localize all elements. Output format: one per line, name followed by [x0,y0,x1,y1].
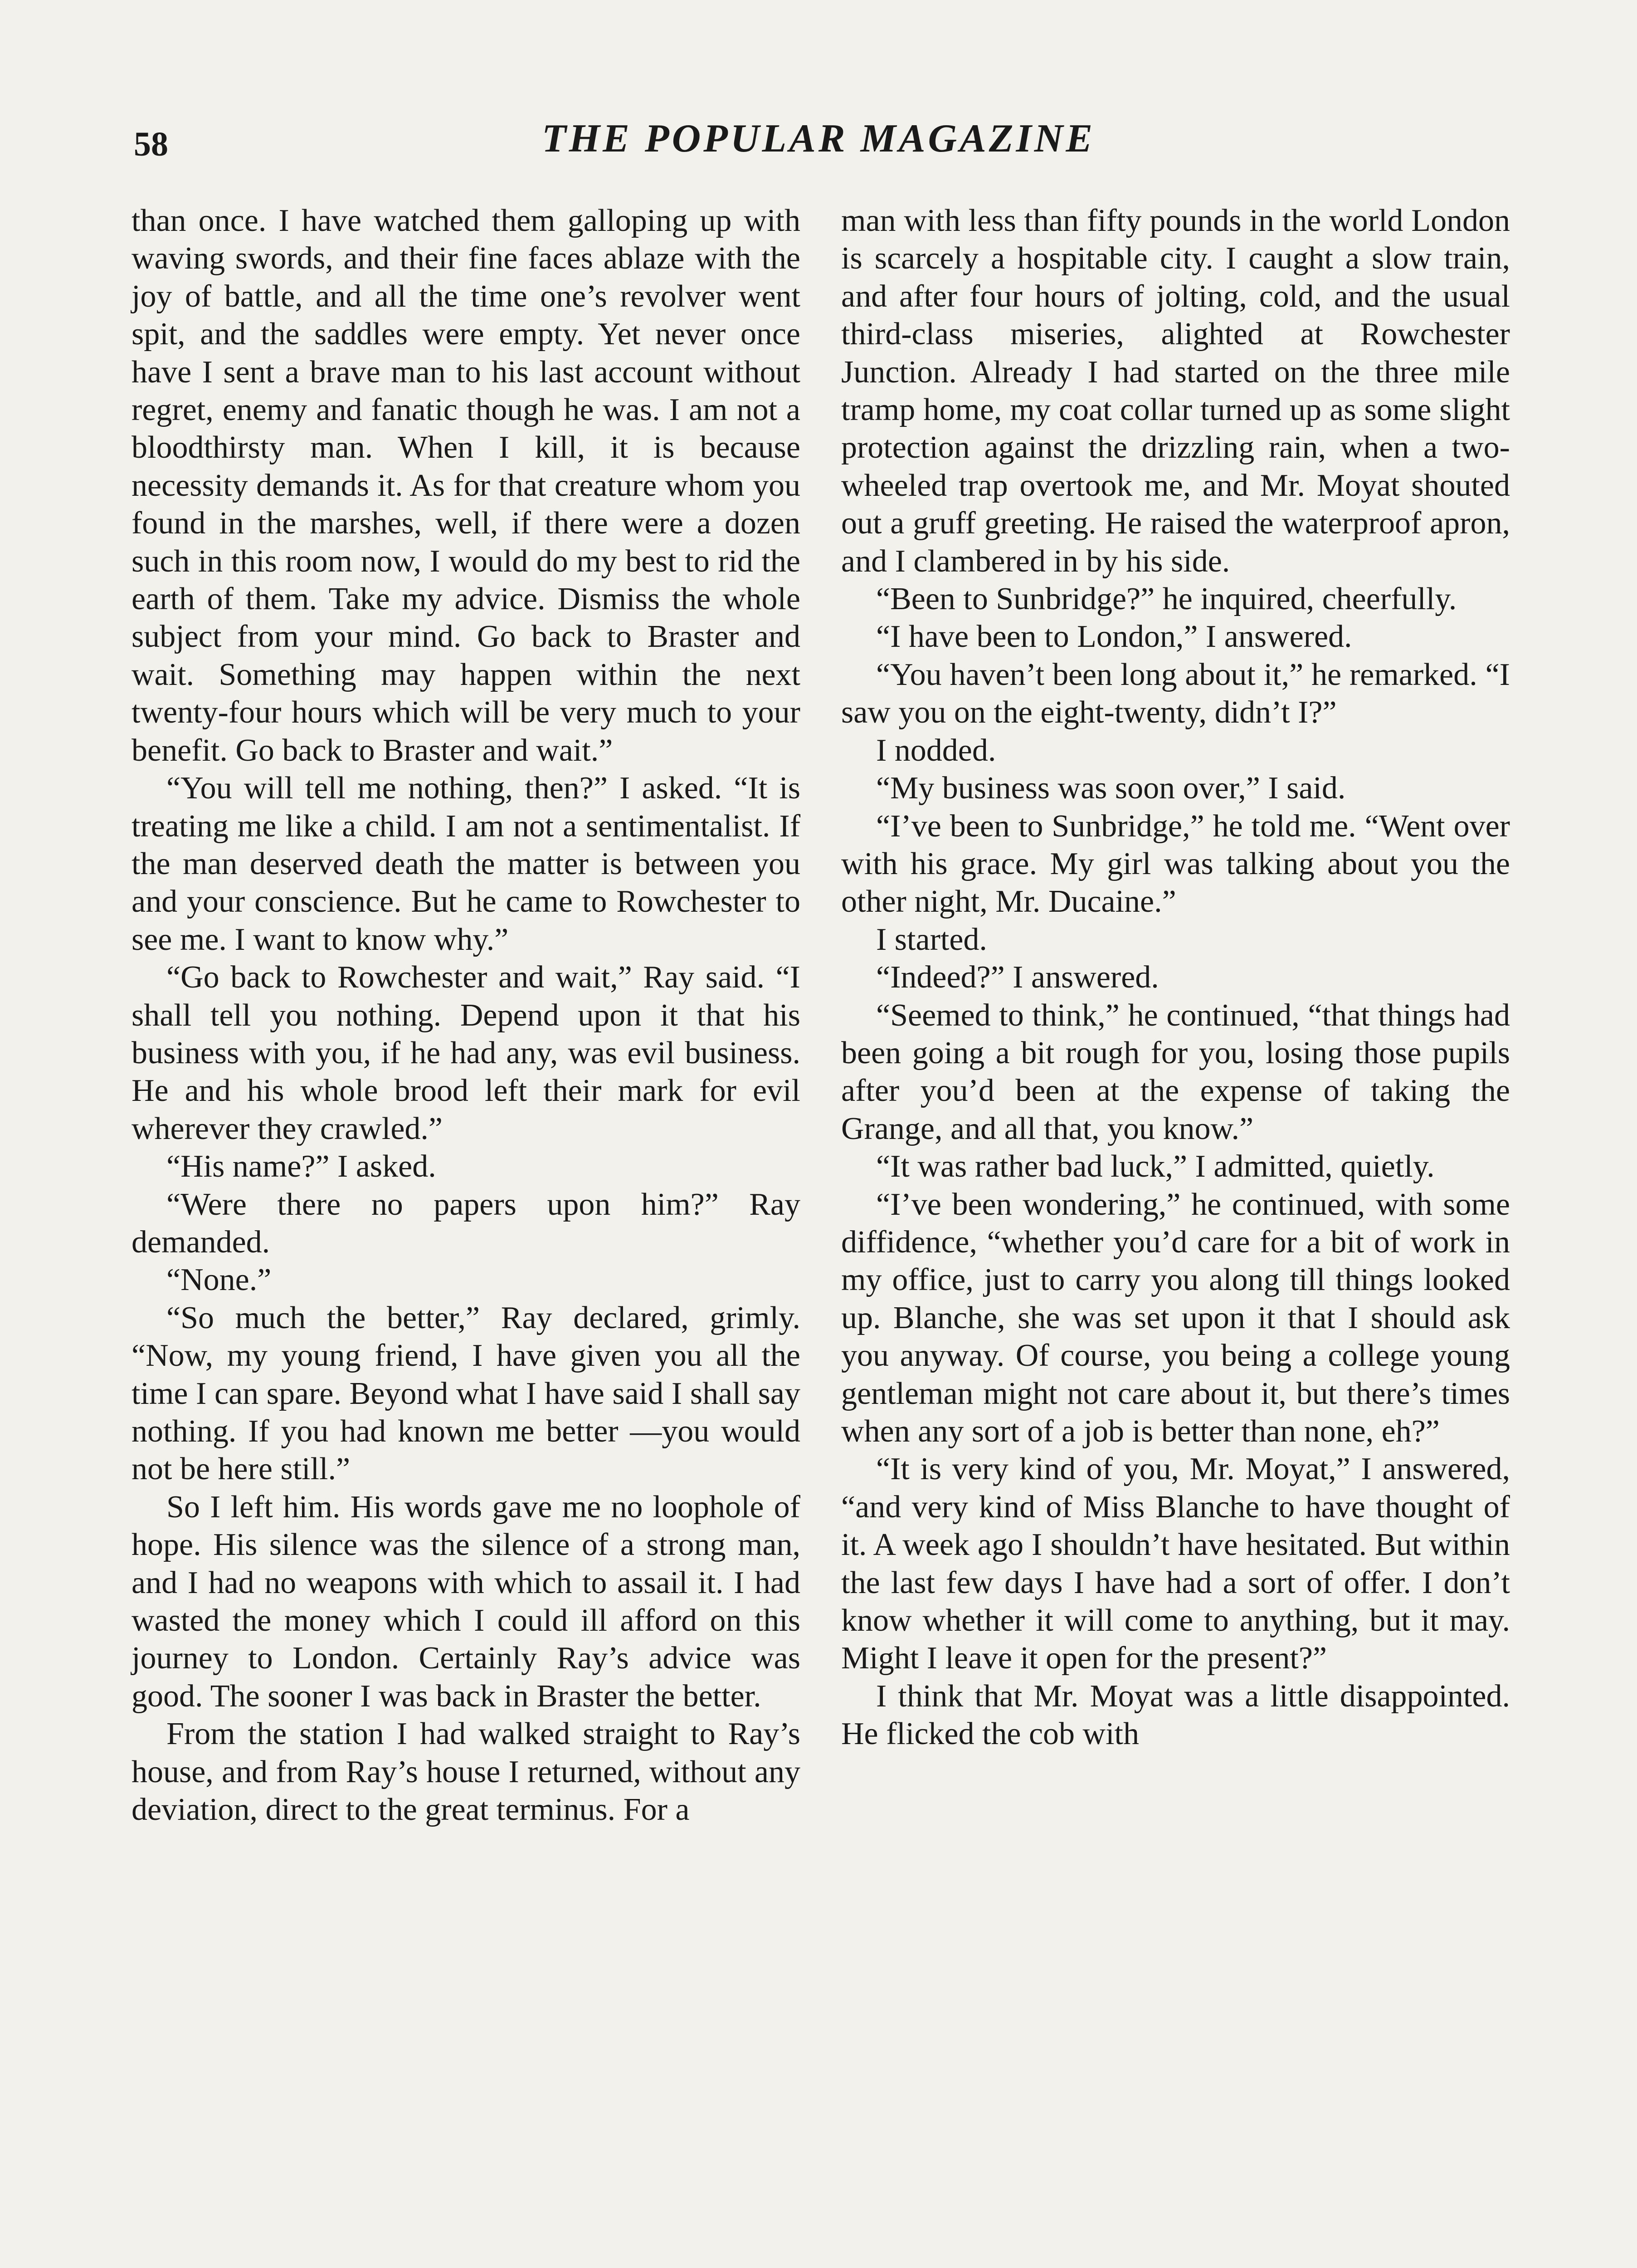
paragraph: “His name?” I asked. [166,1149,436,1184]
paragraph: “Go back to Rowchester and wait,” Ray said. “I shall tell you nothing. Depend upon it that his business with you, if he had any, was evil business. He and his whole brood left their mark for evil wherever they crawled.” [132,960,800,1146]
page-number: 58 [134,125,168,163]
paragraph: “Been to Sunbridge?” he inquired, cheerfully. [876,582,1457,617]
paragraph: “Indeed?” I answered. [876,960,1159,995]
paragraph: “So much the better,” Ray declared, grimly. “Now, my young friend, I have given you all the time I can spare. Beyond what I have said I shall say nothing. If you had known me better —you would not be here still.” [132,1300,800,1487]
paragraph: So I left him. His words gave me no loophole of hope. His silence was the silence of a strong man, and I had no weapons with which to assail it. I had wasted the money which I could ill afford on this journey to London. Certainly Ray’s advice was good. The sooner I was back in Braster the better. [132,1489,800,1714]
paragraph: I think that Mr. Moyat was a little disappointed. He flicked the cob with [841,1678,1510,1752]
paragraph: than once. I have watched them galloping up with waving swords, and their fine faces ablaze with the joy of battle, and all the time one’s revolver went spit, and the saddles were empty. Yet never once have I sent a brave man to his last account without regret, enemy and fanatic though he was. I am not a bloodthirsty man. When I kill, it is because necessity demands it. As for that creature whom you found in the marshes, well, if there were a dozen such in this room now, I would do my best to rid the earth of them. Take my advice. Dismiss the whole subject from your mind. Go back to Braster and wait. Something may happen within the next twenty-four hours which will be very much to your benefit. Go back to Braster and wait.” [132,203,800,768]
paragraph: “I have been to London,” I answered. [876,619,1352,655]
paragraph: man with less than fifty pounds in the world London is scarcely a hospitable city. I caught a slow train, and after four hours of jolting, cold, and the usual third-class miseries, alighted at Rowchester Junction. Already I had started on the three mile tramp home, my coat collar turned up as some slight protection against the drizzling rain, when a two-wheeled trap overtook me, and Mr. Moyat shouted out a gruff greeting. He raised the waterproof apron, and I clambered in by his side. [841,203,1510,579]
paragraph: I started. [876,922,987,957]
paragraph: “Were there no papers upon him?” Ray demanded. [132,1187,800,1260]
paragraph: From the station I had walked straight to Ray’s house, and from Ray’s house I returned, without any deviation, direct to the great terminus. For a [132,1716,800,1828]
paragraph: “It is very kind of you, Mr. Moyat,” I answered, “and very kind of Miss Blanche to have thought of it. A week ago I shouldn’t have hesitated. But within the last few days I have had a sort of offer. I don’t know whether it will come to anything, but it may. Might I leave it open for the present?” [841,1452,1510,1676]
paragraph: “You haven’t been long about it,” he remarked. “I saw you on the eight-twenty, didn’t I?” [841,657,1510,730]
page-header [127,116,1510,170]
paragraph: “My business was soon over,” I said. [876,771,1346,806]
paragraph: “Seemed to think,” he continued, “that things had been going a bit rough for you, losing those pupils after you’d been at the expense of taking the Grange, and all that, you know.” [841,997,1510,1146]
running-head: THE POPULAR MAGAZINE [541,117,1096,161]
paragraph: “I’ve been wondering,” he continued, with some diffidence, “whether you’d care for a bit of work in my office, just to carry you along till things looked up. Blanche, she was set upon it that I should ask you anyway. Of course, you being a college young gentleman might not care about it, but there’s times when any sort of a job is better than none, eh?” [841,1187,1510,1449]
paragraph: “None.” [166,1262,272,1298]
paragraph: “I’ve been to Sunbridge,” he told me. “Went over with his grace. My girl was talking about you the other night, Mr. Ducaine.” [841,808,1510,919]
paragraph: I nodded. [876,733,996,768]
paragraph: “You will tell me nothing, then?” I asked. “It is treating me like a child. I am not a sentimentalist. If the man deserved death the matter is between you and your conscience. But he came to Rowchester to see me. I want to know why.” [132,771,800,957]
right-column [841,202,1510,1753]
paragraph: “It was rather bad luck,” I admitted, quietly. [876,1149,1435,1184]
left-column [132,202,800,1828]
